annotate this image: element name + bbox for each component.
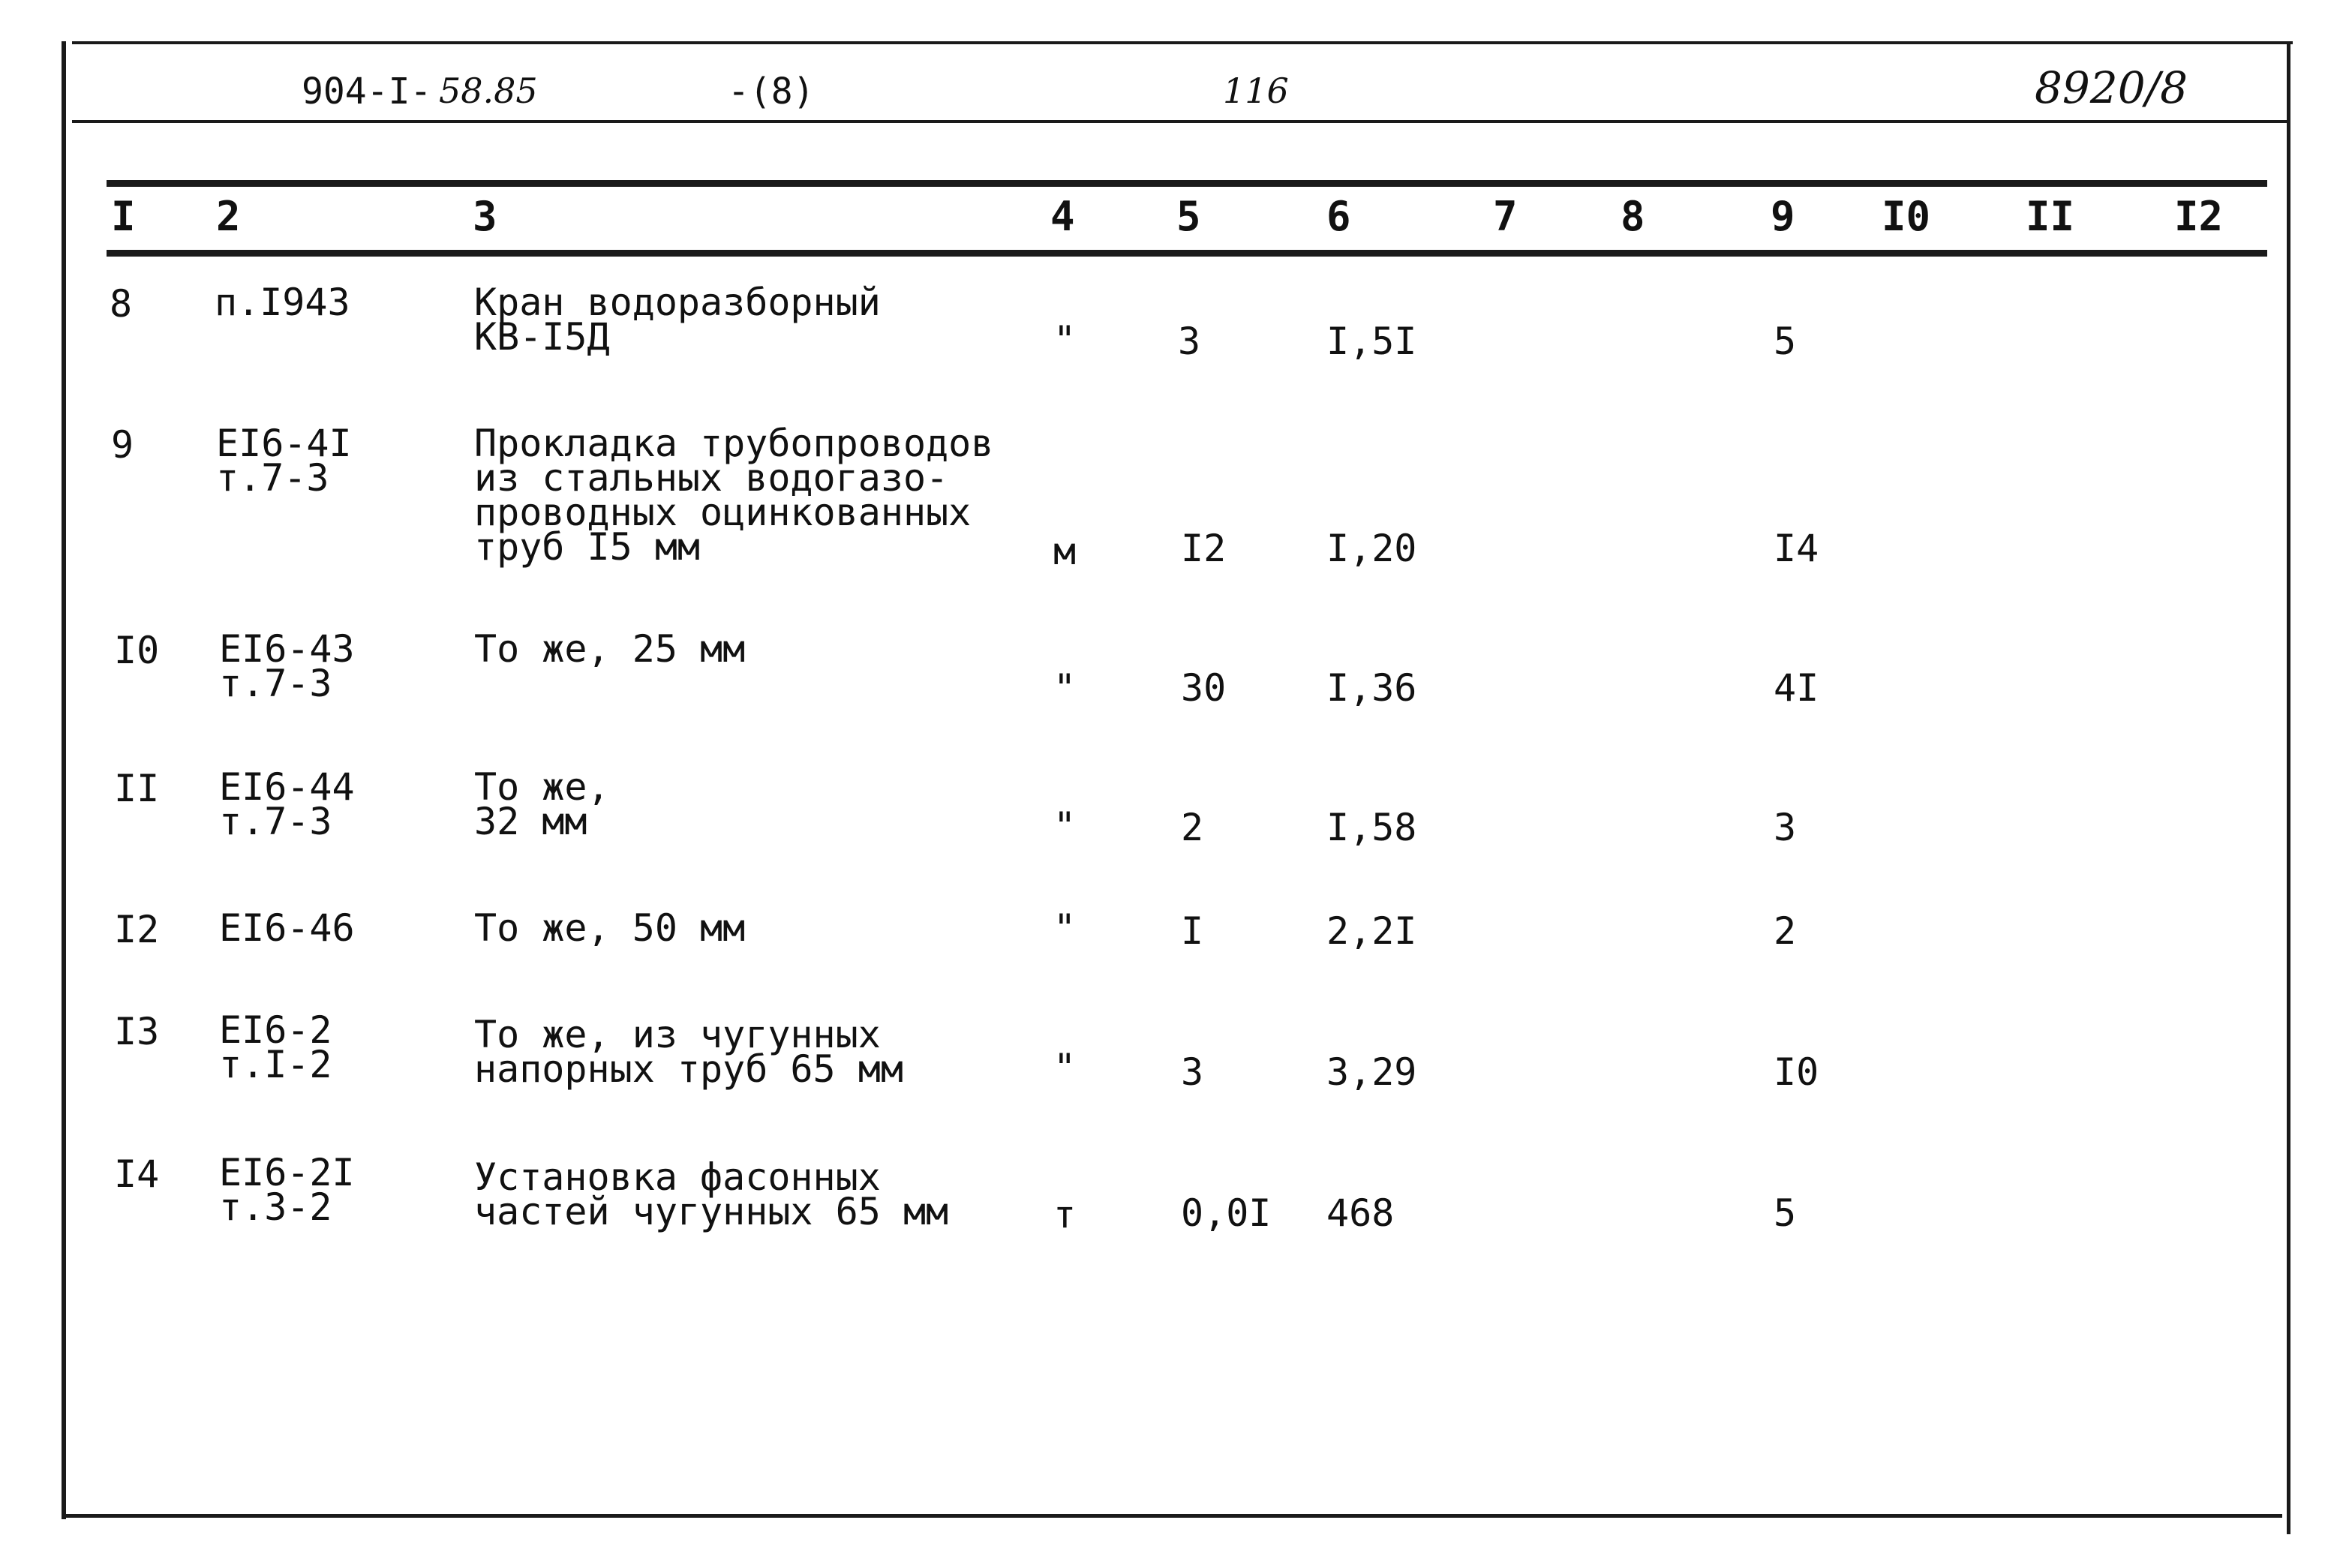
column-header-8: 8 — [1621, 193, 1645, 240]
row-code: EI6-44 т.7-3 — [219, 765, 355, 843]
row-description: То же, 32 мм — [474, 765, 610, 843]
row-unit: " — [1053, 804, 1077, 848]
row-unit: " — [1053, 1046, 1077, 1089]
column-header-9: 9 — [1771, 193, 1795, 240]
row-code: EI6-43 т.7-3 — [219, 627, 355, 705]
doc-part: -(8) — [728, 71, 815, 113]
row-quantity: 3 — [1181, 1050, 1204, 1094]
column-header-4: 4 — [1050, 193, 1075, 240]
row-code: EI6-4I т.7-3 — [216, 422, 352, 500]
frame-top-border — [72, 41, 2293, 44]
row-description: Установка фасонных частей чугунных 65 мм — [474, 1155, 949, 1233]
row-number: I0 — [114, 629, 160, 672]
column-header-1: I — [111, 193, 136, 240]
row-col9-value: I0 — [1774, 1050, 1819, 1094]
row-code: EI6-2 т.I-2 — [219, 1008, 332, 1086]
row-price: 468 — [1326, 1191, 1395, 1235]
column-header-5: 5 — [1176, 193, 1201, 240]
table-header-rule — [107, 250, 2267, 257]
column-header-7: 7 — [1493, 193, 1518, 240]
row-col9-value: 5 — [1774, 320, 1797, 363]
row-quantity: 3 — [1178, 320, 1201, 363]
row-col9-value: 4I — [1774, 666, 1819, 710]
row-col9-value: 5 — [1774, 1191, 1797, 1235]
row-number: I3 — [114, 1010, 160, 1053]
row-col9-value: I4 — [1774, 527, 1819, 570]
row-quantity: 0,0I — [1181, 1191, 1272, 1235]
row-price: I,20 — [1326, 527, 1417, 570]
row-price: I,36 — [1326, 666, 1417, 710]
row-number: I2 — [114, 908, 160, 951]
page-number-handwritten: 116 — [1223, 71, 1289, 111]
frame-right-border — [2287, 41, 2290, 1534]
row-price: I,5I — [1326, 320, 1417, 363]
column-header-10: I0 — [1882, 193, 1931, 240]
row-number: 9 — [111, 423, 134, 467]
doc-number-prefix: 904-I- — [302, 71, 432, 113]
row-col9-value: 3 — [1774, 806, 1797, 849]
row-unit: " — [1053, 906, 1077, 950]
row-unit: " — [1053, 666, 1077, 710]
table-top-rule — [107, 180, 2267, 187]
row-description: Кран водоразборный КВ-I5Д — [474, 281, 881, 359]
row-price: 3,29 — [1326, 1050, 1417, 1094]
row-code: EI6-2I т.3-2 — [219, 1151, 355, 1229]
row-description: То же, из чугунных напорных труб 65 мм — [474, 1013, 903, 1091]
row-description: Прокладка трубопроводов из стальных водогазо- проводных оцинкованных труб I5 мм — [474, 422, 994, 569]
row-price: I,58 — [1326, 806, 1417, 849]
row-col9-value: 2 — [1774, 909, 1797, 953]
row-quantity: 30 — [1181, 666, 1227, 710]
row-number: I4 — [114, 1152, 160, 1196]
row-unit: м — [1053, 530, 1077, 573]
row-number: 8 — [110, 282, 133, 326]
row-quantity: I — [1181, 909, 1204, 953]
row-code: п.I943 — [215, 281, 350, 324]
doc-number-handwritten: 58.85 — [439, 71, 538, 111]
frame-bottom-border — [62, 1514, 2282, 1518]
row-quantity: 2 — [1181, 806, 1204, 849]
row-description: То же, 25 мм — [474, 627, 746, 671]
row-code: EI6-46 — [219, 906, 355, 950]
row-unit: " — [1053, 318, 1077, 362]
column-header-6: 6 — [1326, 193, 1351, 240]
row-description: То же, 50 мм — [474, 906, 746, 950]
inventory-number-handwritten: 8920/8 — [2035, 62, 2188, 113]
frame-left-border — [62, 41, 66, 1519]
column-header-3: 3 — [473, 193, 497, 240]
row-price: 2,2I — [1326, 909, 1417, 953]
column-header-12: I2 — [2174, 193, 2224, 240]
column-header-2: 2 — [216, 193, 241, 240]
row-number: II — [114, 767, 160, 810]
row-unit: т — [1053, 1193, 1077, 1236]
column-header-11: II — [2026, 193, 2075, 240]
row-quantity: I2 — [1181, 527, 1227, 570]
header-divider — [72, 120, 2289, 123]
